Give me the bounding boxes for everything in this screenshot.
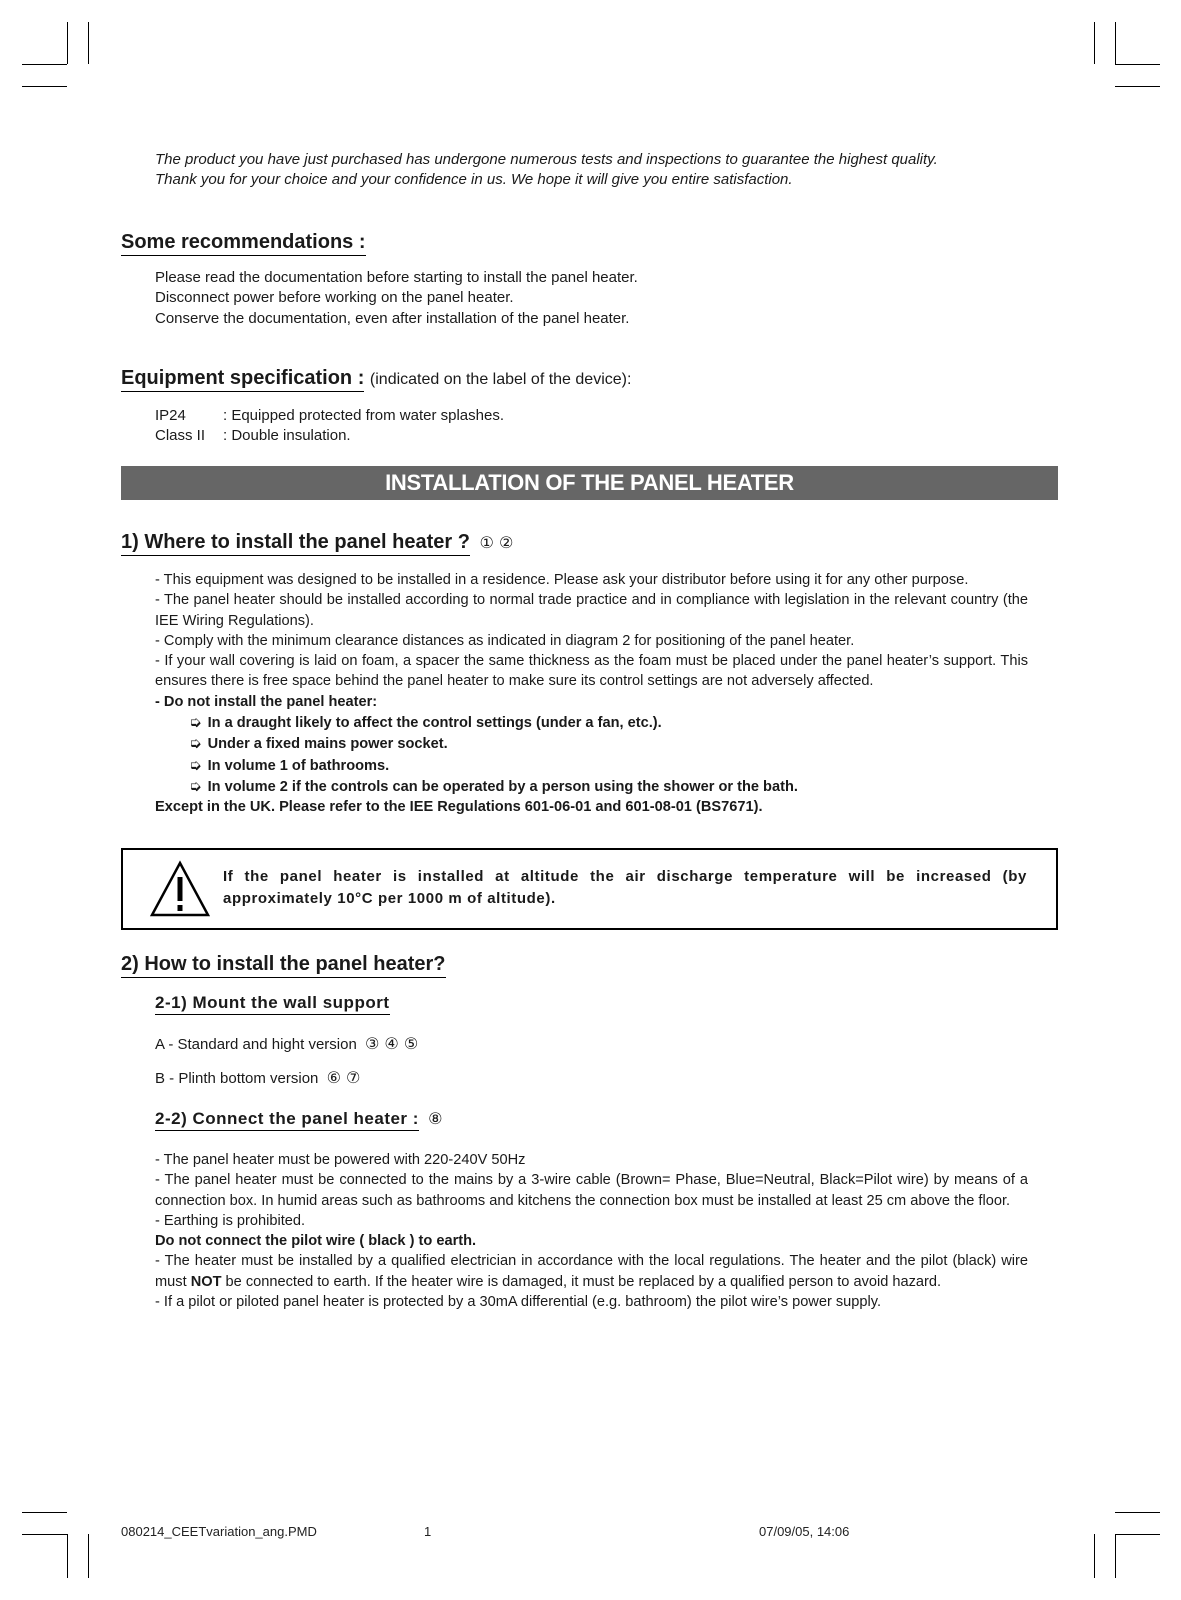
recommendation-item: Disconnect power before working on the panel heater.	[155, 289, 514, 307]
section1-title: 1) Where to install the panel heater ?	[121, 530, 470, 556]
arrow-icon: ➭	[189, 713, 202, 732]
option-b-label: B - Plinth bottom version	[155, 1070, 319, 1087]
equipment-specs	[155, 406, 1028, 447]
recommendation-item: Please read the documentation before starting to install the panel heater.	[155, 269, 638, 286]
do-not-item-text: Under a fixed mains power socket.	[207, 736, 448, 753]
arrow-icon: ➭	[189, 776, 202, 795]
sub1-heading	[155, 993, 390, 1015]
option-a-label: A - Standard and hight version	[155, 1036, 357, 1053]
spec-row	[155, 426, 1028, 446]
sub2-line: - Earthing is prohibited.	[155, 1212, 306, 1229]
recommendations-title: Some recommendations :	[121, 230, 366, 256]
do-not-item	[155, 733, 1028, 754]
recommendations-heading	[121, 230, 366, 256]
do-not-item	[155, 755, 1028, 776]
sub2-warning-line: Do not connect the pilot wire ( black ) to earth.	[155, 1233, 477, 1250]
recommendations-list	[155, 268, 1028, 329]
section1-para: - The panel heater should be installed according to normal trade practice and in compliance with legislation in the relevant country (the IEE Wiring Regulations).	[155, 592, 1028, 629]
sub2-line: - The panel heater must be powered with 220-240V 50Hz	[155, 1152, 526, 1168]
sub2-line-part: - The heater must be installed by a qualified electrician in accordance with the local regulations. The heater and the pilot (black) wire must	[155, 1253, 1028, 1290]
footer-filename: 080214_CEETvariation_ang.PMD	[121, 1524, 317, 1539]
sub2-line-emphasis: NOT	[190, 1273, 222, 1290]
equipment-heading	[121, 366, 631, 392]
spec-value: : Equipped protected from water splashes.	[223, 407, 504, 424]
intro-line: The product you have just purchased has undergone numerous tests and inspections to guarantee the highest quality.	[155, 151, 938, 168]
option-b	[155, 1068, 360, 1087]
spec-key: Class II	[155, 427, 206, 445]
sub2-title: 2-2) Connect the panel heater :	[155, 1109, 419, 1131]
sub2-heading	[155, 1109, 443, 1131]
do-not-item-text: In volume 2 if the controls can be operated by a person using the shower or the bath.	[207, 778, 798, 795]
sub2-line: - The panel heater must be connected to the mains by a 3-wire cable (Brown= Phase, Blue=Neutral, Black=Pilot wire) by means of a connection box. In humid areas such as bathrooms and kitchens the connection box must be installed at least 25 cm above the floor.	[155, 1172, 1028, 1209]
section1-body	[155, 570, 1028, 818]
option-b-refs: ⑥ ⑦	[326, 1068, 361, 1087]
section1-para: - If your wall covering is laid on foam, a spacer the same thickness as the foam must be placed under the panel heater’s support. This ensures there is free space behind the panel heater to make sure its control settings are not adversely affected.	[155, 653, 1028, 690]
section2-heading	[121, 952, 446, 978]
sub2-line: - If a pilot or piloted panel heater is protected by a 30mA differential (e.g. bathroom) the pilot wire’s power supply.	[155, 1294, 882, 1311]
do-not-item	[155, 776, 1028, 797]
section1-para: - This equipment was designed to be installed in a residence. Please ask your distributor before using it for any other purpose.	[155, 572, 969, 588]
section1-heading	[121, 530, 513, 556]
sub2-line-part: be connected to earth. If the heater wire is damaged, it must be replaced by a qualified person to avoid hazard.	[221, 1273, 942, 1290]
arrow-icon: ➭	[189, 755, 202, 774]
do-not-item-text: In volume 1 of bathrooms.	[207, 757, 390, 774]
warning-triangle-icon	[149, 860, 211, 918]
sub1-title: 2-1) Mount the wall support	[155, 993, 390, 1015]
installation-banner: INSTALLATION OF THE PANEL HEATER	[121, 466, 1058, 500]
section1-para: - Comply with the minimum clearance distances as indicated in diagram 2 for positioning of the panel heater.	[155, 632, 855, 649]
intro-text	[155, 150, 1035, 190]
intro-line: Thank you for your choice and your confidence in us. We hope it will give you entire satisfaction.	[155, 171, 793, 188]
equipment-note: (indicated on the label of the device):	[369, 371, 632, 388]
spec-key: IP24	[155, 407, 186, 424]
do-not-install-heading: - Do not install the panel heater:	[155, 693, 378, 710]
footer-date: 07/09/05, 14:06	[759, 1524, 850, 1539]
sub2-body	[155, 1150, 1028, 1312]
option-a-refs: ③ ④ ⑤	[364, 1034, 419, 1053]
do-not-item-text: In a draught likely to affect the control settings (under a fan, etc.).	[207, 715, 662, 732]
section1-refs: ① ②	[479, 533, 514, 552]
altitude-warning-text: If the panel heater is installed at altitude the air discharge temperature will be increased (by approximately 10°C per 1000 m of altitude).	[223, 868, 1027, 907]
altitude-warning-box	[121, 848, 1058, 930]
footer-page-number: 1	[424, 1524, 432, 1539]
spec-row	[155, 406, 1028, 426]
recommendation-item: Conserve the documentation, even after installation of the panel heater.	[155, 309, 630, 327]
section2-title: 2) How to install the panel heater?	[121, 952, 446, 978]
sub2-refs: ⑧	[428, 1109, 444, 1128]
sub2-line	[155, 1251, 1028, 1292]
arrow-icon: ➭	[189, 734, 202, 753]
option-a	[155, 1034, 418, 1053]
equipment-title: Equipment specification :	[121, 366, 364, 392]
uk-exception: Except in the UK. Please refer to the IEE Regulations 601-06-01 and 601-08-01 (BS7671).	[155, 799, 763, 816]
do-not-item	[155, 712, 1028, 733]
spec-value: : Double insulation.	[223, 427, 351, 445]
